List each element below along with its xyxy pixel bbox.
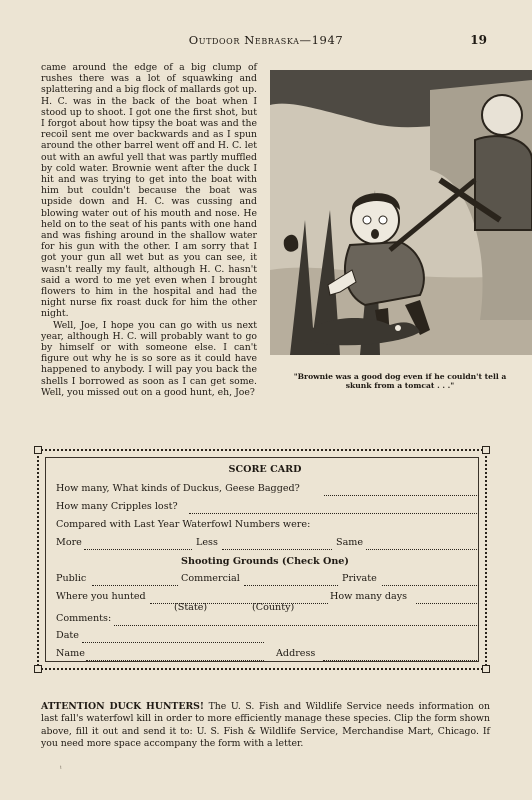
label-address: Address	[276, 648, 316, 659]
label-less: Less	[196, 537, 218, 548]
cartoon-illustration	[270, 70, 532, 355]
label-public: Public	[56, 573, 87, 584]
score-card-body	[45, 457, 479, 662]
label-where: Where you hunted	[56, 591, 146, 602]
label-comments: Comments:	[56, 613, 112, 624]
label-more: More	[56, 537, 82, 548]
label-private: Private	[342, 573, 377, 584]
label-commercial: Commercial	[181, 573, 240, 584]
field-commercial[interactable]	[244, 585, 338, 586]
score-card-form	[37, 449, 487, 670]
cartoon-drawing	[270, 70, 532, 355]
field-private[interactable]	[382, 585, 479, 586]
page-header	[0, 33, 532, 49]
corner-ornament	[34, 446, 42, 454]
field-same[interactable]	[366, 549, 479, 550]
notice-body: The U. S. Fish and Wildlife Service needs information on last fall's waterfowl kill in order to more efficiently manage these species. Clip the form shown above, fill it out and send it to: U. S. Fish & Wildlife Service, Merchandise Mart, Chicago. If you need more space accompany the form with a letter.	[41, 701, 490, 750]
field-days[interactable]	[416, 603, 479, 604]
story-paragraph: Well, Joe, I hope you can go with us next year, although H. C. will probably want to go by himself or with someone else. I can't figure out why he is so sore as it could have happened to anybody. I will pay you back the shells I borrowed as soon as I can get some. Well, you missed out on a good hunt, eh, Joe?	[41, 319, 257, 398]
print-mark: ⁱ	[60, 764, 62, 773]
illustration-caption: "Brownie was a good dog even if he couldn't tell a skunk from a tomcat . . ."	[293, 372, 507, 391]
label-same: Same	[336, 537, 364, 548]
field-address[interactable]	[323, 660, 479, 661]
field-less[interactable]	[222, 549, 332, 550]
label-name: Name	[56, 648, 85, 659]
page-number: 19	[470, 33, 487, 47]
notice-lead: ATTENTION DUCK HUNTERS!	[41, 701, 204, 712]
notice-paragraph	[41, 701, 490, 751]
story-paragraph: came around the edge of a big clump of rushes there was a lot of squawking and splattering and a big flock of mallards got up. H. C. was in the back of the boat when I stood up to shoot. I got one the first shot, but I forgot about how tipsy the boat was and the recoil sent me over backwards and as I spun around the other barrel went off and H. C. let out with an awful yell that was partly muffled by cold water. Brownie went after the duck I hit and was trying to get into the boat with him but couldn't because the boat was upside down and H. C. was cussing and blowing water out of his mouth and nose. He held on to the seat of his pants with one hand and was fishing around in the shallow water for his gun with the other. I am sorry that I got your gun all wet but as you can see, it wasn't really my fault, although H. C. hasn't said a word to me yet even when I brought flowers to him in the hospital and had the night nurse fix roast duck for him the other night.	[41, 62, 257, 320]
field-more[interactable]	[84, 549, 192, 550]
label-days: How many days	[330, 591, 408, 602]
field-bagged[interactable]	[324, 495, 479, 496]
field-comments[interactable]	[114, 625, 479, 626]
field-public[interactable]	[92, 585, 178, 586]
label-cripples: How many Cripples lost?	[56, 501, 178, 512]
label-county: (County)	[252, 602, 295, 613]
corner-ornament	[482, 446, 490, 454]
label-state: (State)	[174, 602, 208, 613]
magazine-title: Outdoor Nebraska—1947	[188, 33, 344, 47]
corner-ornament	[482, 665, 490, 673]
story-column	[41, 62, 257, 398]
grounds-title: Shooting Grounds (Check One)	[181, 556, 349, 567]
label-bagged: How many, What kinds of Duckus, Geese Bagged?	[56, 483, 300, 494]
field-cripples[interactable]	[189, 513, 479, 514]
score-card-title: SCORE CARD	[228, 464, 302, 475]
label-date: Date	[56, 630, 79, 641]
label-compare: Compared with Last Year Waterfowl Numbers were:	[56, 519, 311, 530]
corner-ornament	[34, 665, 42, 673]
field-date[interactable]	[82, 642, 264, 643]
field-name[interactable]	[86, 660, 264, 661]
